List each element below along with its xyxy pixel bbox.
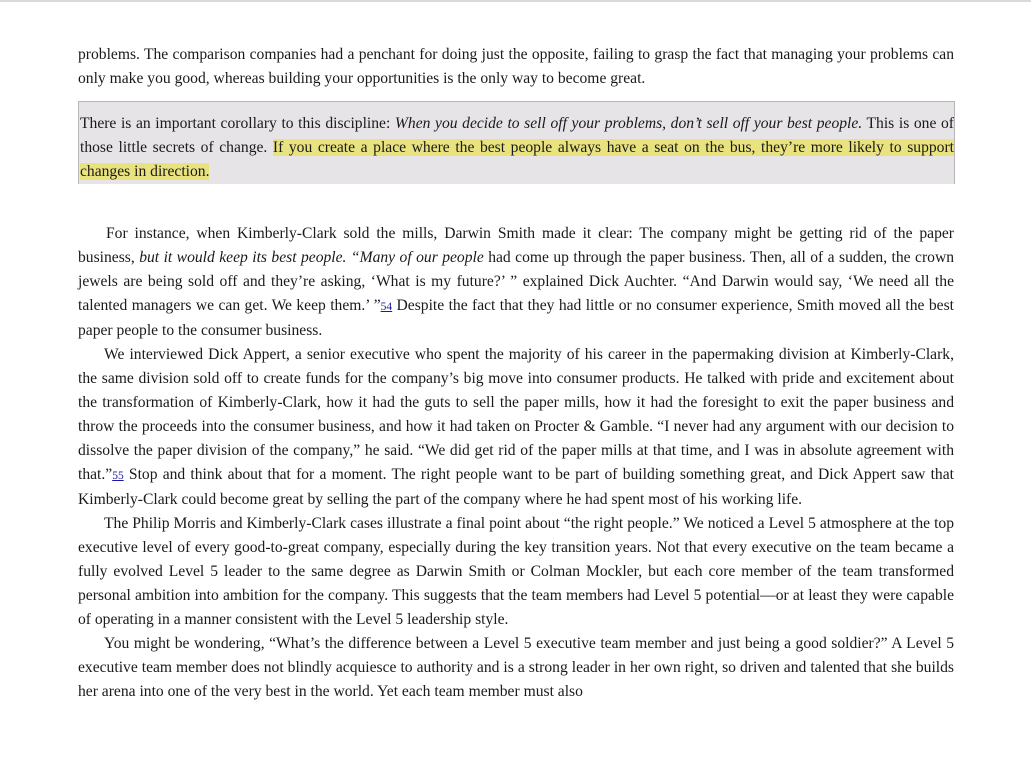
callout-lead: There is an important corollary to this discipline:	[80, 115, 395, 132]
paragraph-kimberly-clark: For instance, when Kimberly-Clark sold the mills, Darwin Smith made it clear: The company might be getting rid of the paper business, but it would keep its best people. “Many of our people had come up through the paper business. Then, all of a sudden, the crown jewels are being sold off and they’re asking, ‘What is my future?’ ” explained Dick Auchter. “And Darwin would say, ‘We need all the talented managers we can get. We keep them.’ ”54 Despite the fact that they had little or no consumer experience, Smith moved all the best paper people to the consumer business.	[78, 225, 955, 339]
footnote-link-54[interactable]: 54	[380, 301, 393, 313]
paragraph-level5-atmosphere: The Philip Morris and Kimberly-Clark cases illustrate a final point about “the right people.” We noticed a Level 5 atmosphere at the top executive level of every good-to-great company, especially during the key transition years. Not that every executive on the team became a fully evolved Level 5 leader to the same degree as Darwin Smith or Colman Mockler, but each core member of the team transformed personal ambition into ambition for the company. This suggests that the team members had Level 5 potential—or at least they were capable of operating in a manner consistent with the Level 5 leadership style.	[78, 515, 954, 628]
footnote-link-55[interactable]: 55	[112, 470, 124, 482]
paragraph-level5-team-member: You might be wondering, “What’s the difference between a Level 5 executive team member and just being a good soldier?” A Level 5 executive team member does not blindly acquiesce to authority and is a strong leader in her own right, so driven and talented that she builds her arena into one of the very best in the world. Yet each team member must also	[78, 635, 954, 700]
book-page	[78, 43, 954, 704]
paragraph-dick-appert: We interviewed Dick Appert, a senior executive who spent the majority of his career in the papermaking division at Kimberly-Clark, the same division sold off to create funds for the company’s big move into consumer products. He talked with pride and excitement about the transformation of Kimberly-Clark, how it had the guts to sell the paper mills, how it had the foresight to exit the paper business and throw the proceeds into the consumer business, and how it had taken on Procter & Gamble. “I never had any argument with our decision to dissolve the paper division of the company,” he said. “We did get rid of the paper mills at that time, and I was in absolute agreement with that.”55 Stop and think about that for a moment. The right people want to be part of building something great, and Dick Appert saw that Kimberly-Clark could become great by selling the part of the company where he had spent most of his working life.	[78, 346, 954, 508]
callout-highlight: If you create a place where the best people always have a seat on the bus, they’re more likely to support changes in direction.	[80, 139, 954, 180]
callout-paragraph	[80, 112, 954, 184]
callout-box	[78, 101, 955, 184]
paragraph-continued: problems. The comparison companies had a penchant for doing just the opposite, failing to grasp the fact that managing your problems can only make you good, whereas building your opportunities is the only way to become great.	[78, 46, 954, 87]
callout-italic: When you decide to sell off your problems, don’t sell off your best people.	[394, 115, 863, 132]
callout-mid: This is one of those little secrets of change.	[80, 115, 954, 156]
top-divider	[0, 0, 1031, 2]
